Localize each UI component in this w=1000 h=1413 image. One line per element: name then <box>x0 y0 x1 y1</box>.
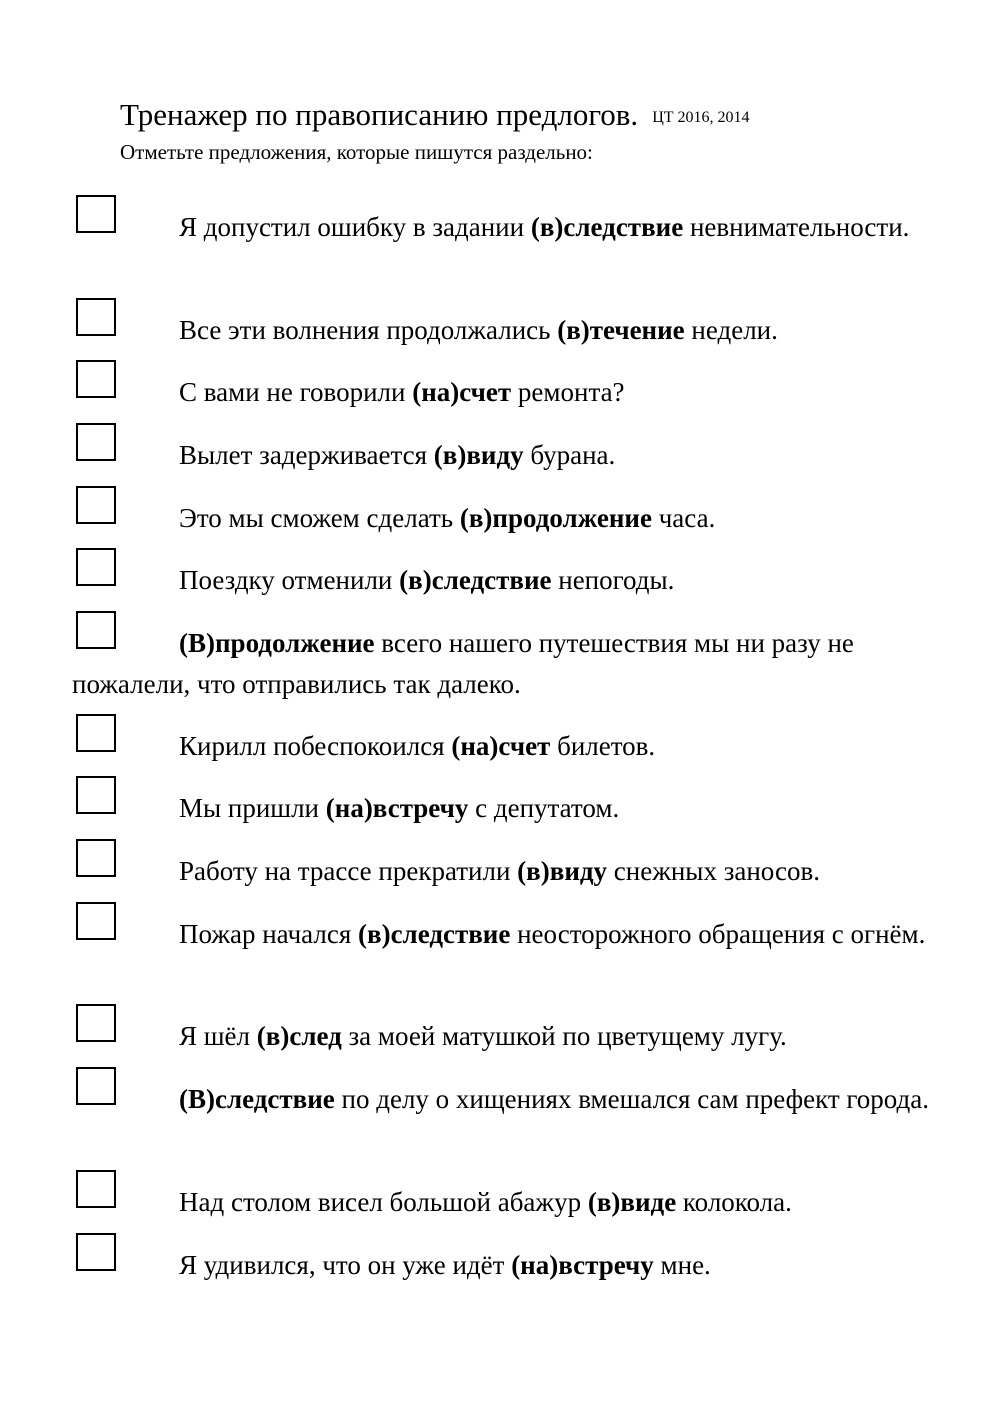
sentence-text: часа. <box>651 503 716 533</box>
sentence-text: билетов. <box>550 731 656 761</box>
preposition: (на)счет <box>451 731 551 761</box>
sentence-text: неосторожного обращения с огнём. <box>510 919 926 949</box>
sentence <box>72 851 932 892</box>
sentence-text: невнимательности. <box>683 212 910 242</box>
sentence-text: колокола. <box>676 1187 792 1217</box>
sentence-text: по делу о хищениях вмешался сам префект города. <box>334 1084 929 1114</box>
sentence-text: Это мы сможем сделать <box>179 503 460 533</box>
sentence-text: недели. <box>684 315 778 345</box>
sentence <box>72 435 932 476</box>
sentence-text: С вами не говорили <box>179 377 413 407</box>
sentence-text: ремонта? <box>511 377 625 407</box>
sentence-text: Я шёл <box>179 1021 257 1051</box>
sentence-text: Кирилл побеспокоился <box>179 731 452 761</box>
sentence <box>72 914 932 955</box>
preposition: (в)следствие <box>358 919 511 949</box>
sentence <box>72 788 932 829</box>
title-line <box>120 96 980 140</box>
sentence <box>72 726 932 767</box>
sentence-text: за моей матушкой по цветущему лугу. <box>341 1021 787 1051</box>
sentence <box>72 560 932 601</box>
sentence-text: мне. <box>653 1250 711 1280</box>
sentence <box>72 310 932 351</box>
sentence <box>72 498 932 539</box>
preposition: (в)виду <box>517 856 608 886</box>
sentence-text: Над столом висел большой абажур <box>179 1187 588 1217</box>
sentence-text: Я допустил ошибку в задании <box>179 212 531 242</box>
preposition: (в)следствие <box>399 565 552 595</box>
sentence <box>72 1245 932 1286</box>
sentence-text: Вылет задерживается <box>179 440 434 470</box>
preposition: (в)течение <box>557 315 685 345</box>
sentence <box>72 1079 932 1120</box>
sentence-text: Поездку отменили <box>179 565 400 595</box>
sentence <box>72 207 932 248</box>
sentence-text: Пожар начался <box>179 919 358 949</box>
sentence-text: Я удивился, что он уже идёт <box>179 1250 512 1280</box>
sentence <box>72 623 932 705</box>
instruction-text: Отметьте предложения, которые пишутся раздельно: <box>120 140 593 164</box>
preposition: (на)встречу <box>325 793 469 823</box>
sentence-text: всего нашего путешествия мы ни разу не пожалели, что отправились так далеко. <box>72 628 854 699</box>
worksheet-header <box>120 96 980 164</box>
preposition: (на)встречу <box>511 1250 654 1280</box>
preposition: (в)следствие <box>530 212 684 242</box>
sentence-text: бурана. <box>523 440 616 470</box>
preposition: (в)след <box>256 1021 342 1051</box>
preposition: (в)виду <box>433 440 524 470</box>
sentence <box>72 372 932 413</box>
sentence-text: с депутатом. <box>468 793 620 823</box>
page-title: Тренажер по правописанию предлогов. <box>120 97 639 132</box>
source-note: ЦТ 2016, 2014 <box>652 109 750 126</box>
sentence-text: Мы пришли <box>179 793 326 823</box>
preposition: (В)продолжение <box>179 628 375 658</box>
sentence-text: снежных заносов. <box>607 856 820 886</box>
preposition: (В)следствие <box>179 1084 335 1114</box>
preposition: (в)виде <box>587 1187 677 1217</box>
sentence-text: непогоды. <box>551 565 675 595</box>
preposition: (на)счет <box>412 377 512 407</box>
preposition: (в)продолжение <box>459 503 652 533</box>
sentence <box>72 1182 932 1223</box>
sentence-text: Работу на трассе прекратили <box>179 856 518 886</box>
sentence-text: Все эти волнения продолжались <box>179 315 558 345</box>
sentence <box>72 1016 932 1057</box>
